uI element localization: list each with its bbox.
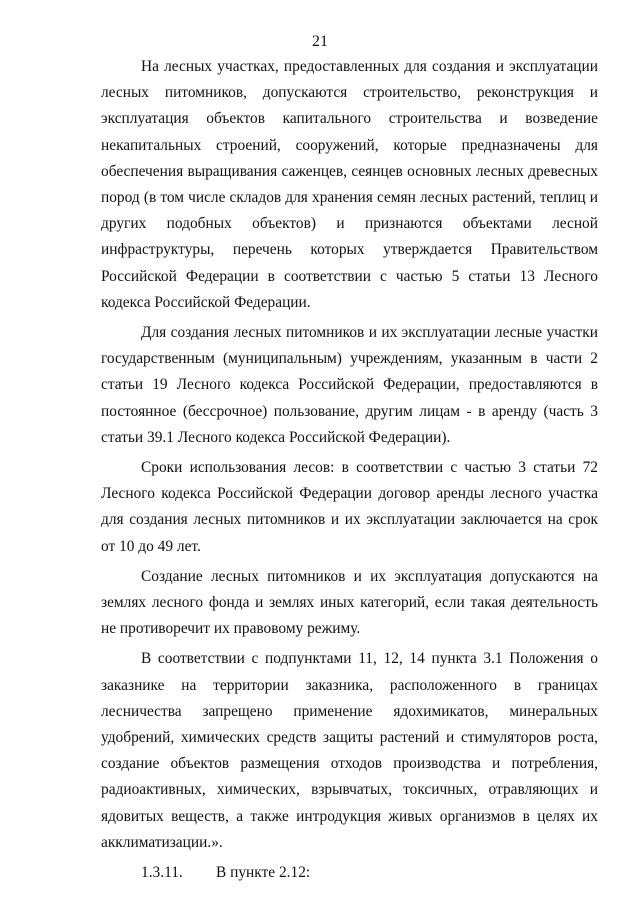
paragraph-reserve-restrictions: В соответствии с подпунктами 11, 12, 14 пункта 3.1 Положения о заказнике на территории заказника, расположенного в границах лесничества запрещено применение ядохимикатов, минеральных удобрений, химических средств защиты растений и стимуляторов роста, создание объектов размещения отходов производства и потребления, радиоактивных, химических, взрывчатых, токсичных, отравляющих и ядовитых веществ, а также интродукция живых организмов в целях их акклиматизации.». (101, 650, 598, 851)
page-number: 21 (312, 33, 328, 50)
paragraph-lease-term: Сроки использования лесов: в соответствии с частью 3 статьи 72 Лесного кодекса Российской Федерации договор аренды лесного участка для создания лесных питомников и их эксплуатации заключается на срок от 10 до 49 лет. (101, 459, 598, 555)
paragraph-land-provision: Для создания лесных питомников и их эксплуатации лесные участки государственным (муниципальным) учреждениям, указанным в части 2 статьи 19 Лесного кодекса Российской Федерации, предоставляются в постоянное (бессрочное) пользование, другим лицам - в аренду (часть 3 статьи 39.1 Лесного кодекса Российской Федерации). (101, 324, 598, 446)
document-body (101, 54, 598, 886)
paragraph-nursery-infrastructure: На лесных участках, предоставленных для создания и эксплуатации лесных питомников, допускаются строительство, реконструкция и эксплуатация объектов капитального строительства и возведение некапитальных строений, сооружений, которые предназначены для обеспечения выращивания саженцев, сеянцев основных лесных древесных пород (в том числе складов для хранения семян лесных растений, теплиц и других подобных объектов) и признаются объектами лесной инфраструктуры, перечень которых утверждается Правительством Российской Федерации в соответствии с частью 5 статьи 13 Лесного кодекса Российской Федерации. (101, 58, 598, 311)
clause-text: В пункте 2.12: (216, 864, 311, 882)
paragraph-land-categories: Создание лесных питомников и их эксплуатация допускаются на землях лесного фонда и землях иных категорий, если такая деятельность не противоречит их правовому режиму. (101, 567, 598, 638)
clause-heading (101, 860, 598, 886)
clause-number: 1.3.11. (141, 864, 183, 882)
